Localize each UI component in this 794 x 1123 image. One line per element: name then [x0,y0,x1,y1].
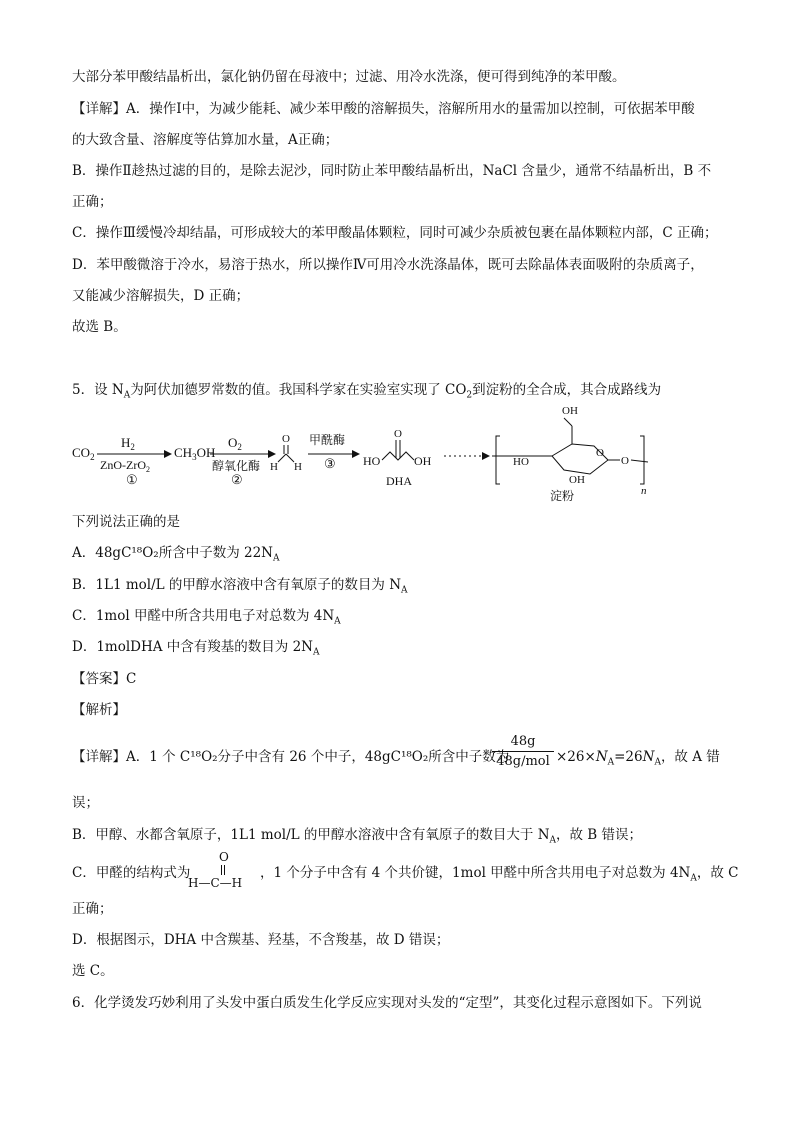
svg-text:O: O [596,447,604,459]
q6-stem: 6．化学烫发巧妙利用了头发中蛋白质发生化学反应实现对头发的“定型”，其变化过程示意图如下。下列说 [72,995,702,1011]
svg-text:O2: $O_2$ [228,435,242,452]
svg-text:HO: HO [363,454,381,468]
svg-text:HO: HO [513,456,529,468]
svg-text:H: H [270,461,278,473]
svg-text:H: H [294,461,302,473]
q5-detail-a: 【详解】A．1 个 C¹⁸O₂分子中含有 26 个中子，48gC¹⁸O₂所含中子数为 [72,749,510,765]
svg-text:O: O [282,433,290,445]
svg-text:淀粉: 淀粉 [550,489,575,503]
q4-option-b-cont: 正确； [72,194,113,210]
svg-text:O: O [394,428,402,440]
q5-option-c: C．1mol 甲醛中所含共用电子对总数为 $4N_A$ [72,608,341,627]
q5-detail-a-cont: 误； [72,795,99,811]
svg-text:①: ① [126,472,138,487]
fraction-denominator: 48g/mol [496,754,550,769]
neutron-fraction [492,734,554,769]
svg-text:CO2: $CO_2$ [72,445,95,462]
q4-detail-a-cont: 的大致含量、溶解度等估算加水量，A正确； [72,132,339,148]
svg-text:n: n [641,485,647,497]
q5-option-d: D．1molDHA 中含有羧基的数目为 $2N_A$ [72,639,320,658]
fraction-numerator: 48g [492,734,554,752]
svg-text:醇氧化酶: 醇氧化酶 [212,459,261,473]
q4-option-c: C．操作Ⅲ缓慢冷却结晶，可形成较大的苯甲酸晶体颗粒，同时可减少杂质被包裹在晶体颗粒内部，C 正确； [72,225,718,241]
svg-text:②: ② [231,472,243,487]
q4-option-d-cont: 又能减少溶解损失，D 正确； [72,288,250,304]
q5-select: 选 C。 [72,963,114,979]
svg-text:③: ③ [324,456,336,471]
q4-text-line: 大部分苯甲酸结晶析出，氯化钠仍留在母液中；过滤、用冷水洗涤，便可得到纯净的苯甲酸。 [72,69,626,85]
q5-option-a: A．48gC¹⁸O₂所含中子数为 $22N_A$ [72,545,280,564]
q5-analysis-heading: 【解析】 [72,702,126,718]
svg-text:H2: $H_2$ [121,435,135,452]
svg-text:OH: OH [569,474,585,486]
q5-stem: 5．设 $N_A$为阿伏加德罗常数的值。我国科学家在实验室实现了 $CO_2$到淀粉的全合成，其合成路线为 [72,382,662,401]
svg-text:甲酰酶: 甲酰酶 [309,433,346,447]
svg-text:CH3OH: $CH_3OH$ [174,445,216,462]
q5-detail-c-prefix: C．甲醛的结构式为 [72,865,191,881]
svg-text:DHA: DHA [386,474,412,488]
q5-detail-a-calc: $\times 26\times N_A=26N_A$，故 A 错 [556,749,720,768]
q5-answer: 【答案】C [72,671,137,687]
q5-detail-b: B．甲醇、水都含氧原子，1L1 mol/L 的甲醇水溶液中含有氧原子的数目大于 $N_A$，故 B 错误； [72,827,643,846]
synthesis-route-scheme [68,404,648,504]
svg-text:ZnO-ZrO2: ZnO-ZrO$_2$ [100,458,150,474]
q5-detail-c: ，1 个分子中含有 4 个共价键，1mol 甲醛中所含共用电子对总数为 $4N_A$，故 C [260,865,739,884]
svg-text:OH: OH [562,405,578,417]
svg-text:OH: OH [414,454,432,468]
q5-detail-d: D．根据图示，DHA 中含羰基、羟基，不含羧基，故 D 错误； [72,932,450,948]
q4-option-b: B．操作Ⅱ趁热过滤的目的，是除去泥沙，同时防止苯甲酸结晶析出，NaCl 含量少，通常不结晶析出，B 不 [72,163,712,179]
q4-conclusion: 故选 B。 [72,319,127,335]
svg-text:O: O [621,455,629,467]
q5-option-b: B．1L1 mol/L 的甲醇水溶液中含有氧原子的数目为 $N_A$ [72,577,408,596]
q5-detail-c-cont: 正确； [72,901,113,917]
q4-option-d: D．苯甲酸微溶于冷水，易溶于热水，所以操作Ⅳ可用冷水洗涤晶体，既可去除晶体表面吸附的杂质离子， [72,257,704,273]
formaldehyde-structure: O H—C—H [188,850,243,890]
q5-prompt: 下列说法正确的是 [72,514,180,530]
q4-detail-a: 【详解】A．操作Ⅰ中，为减少能耗、减少苯甲酸的溶解损失，溶解所用水的量需加以控制，可依据苯甲酸 [72,101,695,117]
